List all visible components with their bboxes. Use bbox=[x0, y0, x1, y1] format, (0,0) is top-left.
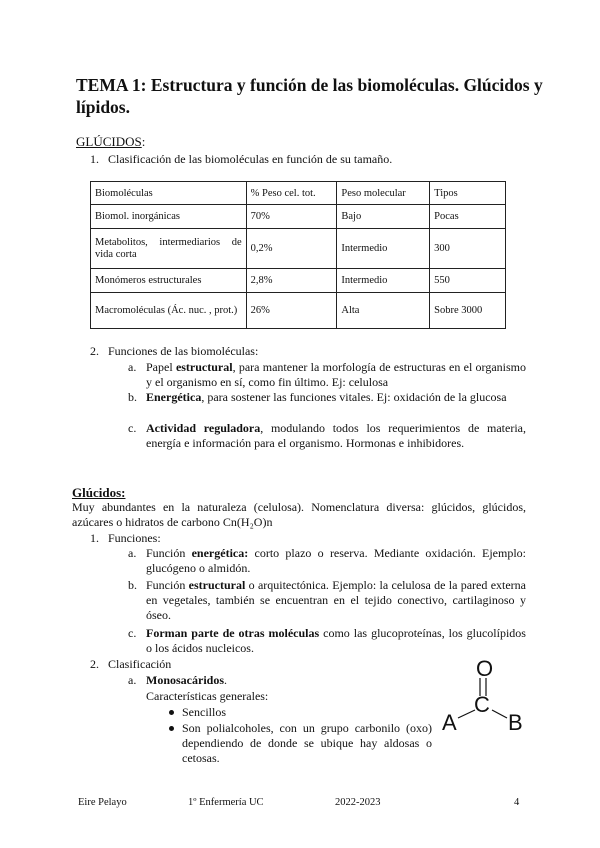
list-letter: b. bbox=[128, 578, 137, 592]
table-cell: Intermedio bbox=[337, 269, 430, 293]
subitem-bold: Forman parte de otras moléculas bbox=[146, 626, 320, 640]
bond-c-b bbox=[492, 710, 507, 718]
list-subitem bbox=[146, 421, 526, 451]
section-heading-glucidos-2: Glúcidos: bbox=[72, 485, 126, 500]
subitem-bold: energética: bbox=[191, 546, 249, 560]
diagram-label-a: A bbox=[442, 710, 457, 735]
list-letter: a. bbox=[128, 360, 137, 374]
subitem-bold: Actividad reguladora bbox=[146, 421, 261, 435]
footer-course: 1º Enfermería UC bbox=[188, 797, 264, 808]
diagram-label-c: C bbox=[474, 692, 490, 717]
subitem-post: como las glucoproteínas, los glucolípidos o los ácidos nucleicos. bbox=[146, 626, 526, 655]
footer-year: 2022-2023 bbox=[335, 797, 381, 808]
table-cell: 70% bbox=[246, 205, 337, 229]
list-item-text: Clasificación bbox=[108, 657, 172, 671]
table-row bbox=[91, 269, 506, 293]
section-intro: Muy abundantes en la naturaleza (celulosa). Nomenclatura diversa: glúcidos, glúcidos, azúcares o hidratos de carbono Cn(H₂O)n bbox=[72, 500, 526, 529]
list-number: 1. bbox=[90, 152, 99, 166]
list-subitem bbox=[146, 360, 526, 390]
table-cell: Pocas bbox=[430, 205, 506, 229]
table-cell: Intermedio bbox=[337, 229, 430, 269]
list-item-text: Funciones: bbox=[108, 531, 161, 545]
footer-author: Eire Pelayo bbox=[78, 797, 127, 808]
list-letter: a. bbox=[128, 673, 137, 687]
table-cell: Biomol. inorgánicas bbox=[91, 205, 247, 229]
table-header-cell: Peso molecular bbox=[337, 182, 430, 205]
table-cell: 550 bbox=[430, 269, 506, 293]
subitem-bold: Monosacáridos bbox=[146, 673, 224, 687]
subitem-post: . bbox=[224, 673, 227, 687]
section-heading-text: GLÚCIDOS bbox=[76, 134, 142, 149]
list-item-text: Funciones de las biomoléculas: bbox=[108, 344, 259, 358]
subitem-post: , para sostener las funciones vitales. Ej: oxidación de la glucosa bbox=[201, 390, 507, 404]
bullet-item: Sencillos bbox=[182, 705, 226, 719]
table-cell: Metabolitos, intermediarios de vida corta bbox=[91, 229, 247, 269]
subitem-bold: estructural bbox=[175, 360, 233, 374]
subitem-bold: Energética bbox=[146, 390, 202, 404]
table-cell: Alta bbox=[337, 293, 430, 329]
table-cell: Monómeros estructurales bbox=[91, 269, 247, 293]
table-header-cell: % Peso cel. tot. bbox=[246, 182, 337, 205]
table-header-row bbox=[91, 182, 506, 205]
table-row bbox=[91, 293, 506, 329]
table-cell: 26% bbox=[246, 293, 337, 329]
list-letter: c. bbox=[128, 421, 137, 435]
diagram-label-b: B bbox=[508, 710, 523, 735]
list-item-text: Clasificación de las biomoléculas en función de su tamaño. bbox=[108, 152, 393, 166]
list-number: 1. bbox=[90, 531, 99, 545]
diagram-label-o: O bbox=[476, 656, 494, 681]
list-subitem bbox=[146, 578, 526, 623]
table-row bbox=[91, 229, 506, 269]
subitem-post: corto plazo o reserva. Mediante oxidación. Ejemplo: glucógeno o almidón. bbox=[146, 546, 526, 575]
table-cell: 2,8% bbox=[246, 269, 337, 293]
list-subitem bbox=[146, 390, 526, 405]
list-number: 2. bbox=[90, 344, 99, 358]
list-subitem bbox=[146, 673, 227, 688]
subitem-pre: Función bbox=[146, 578, 189, 592]
list-subitem bbox=[146, 546, 526, 576]
subitem-bold: estructural bbox=[188, 578, 246, 592]
subitem-pre: Función bbox=[146, 546, 192, 560]
carbonyl-diagram bbox=[440, 652, 530, 742]
subitem-post: , modulando todos los requerimientos de materia, energía e información para el organismo. Hormonas e inhibidores. bbox=[146, 421, 526, 450]
table-cell: Sobre 3000 bbox=[430, 293, 506, 329]
bullet-item: Son polialcoholes, con un grupo carbonilo (oxo) dependiendo de donde se ubique hay aldosas o cetosas. bbox=[182, 721, 432, 765]
list-letter: a. bbox=[128, 546, 137, 560]
biomolecule-table bbox=[90, 181, 506, 329]
table-cell: 300 bbox=[430, 229, 506, 269]
table-cell: Macromoléculas (Ác. nuc. , prot.) bbox=[91, 293, 247, 329]
table-cell: 0,2% bbox=[246, 229, 337, 269]
list-letter: c. bbox=[128, 626, 137, 640]
page-title: TEMA 1: Estructura y función de las biomoléculas. Glúcidos y lípidos. bbox=[76, 75, 543, 117]
bullet-icon bbox=[169, 726, 174, 731]
list-number: 2. bbox=[90, 657, 99, 671]
table-header-cell: Tipos bbox=[430, 182, 506, 205]
table-header-cell: Biomoléculas bbox=[91, 182, 247, 205]
characteristics-label: Características generales: bbox=[146, 689, 269, 703]
section-heading-glucidos bbox=[76, 134, 145, 149]
footer-page-number: 4 bbox=[514, 797, 520, 808]
list-letter: b. bbox=[128, 390, 137, 404]
bullet-icon bbox=[169, 710, 174, 715]
subitem-post: , para mantener la morfología de estructuras en el organismo y el organismo en sí, como fin último. Ej: celulosa bbox=[146, 360, 526, 389]
section-heading-colon: : bbox=[141, 134, 146, 149]
subitem-post: o arquitectónica. Ejemplo: la celulosa de la pared externa en vegetales, también se encuentran en el tejido conectivo, cartilaginoso y óseo. bbox=[146, 578, 526, 622]
table-row bbox=[91, 205, 506, 229]
bond-c-a bbox=[458, 710, 475, 718]
subitem-pre: Papel bbox=[146, 360, 176, 374]
table-cell: Bajo bbox=[337, 205, 430, 229]
